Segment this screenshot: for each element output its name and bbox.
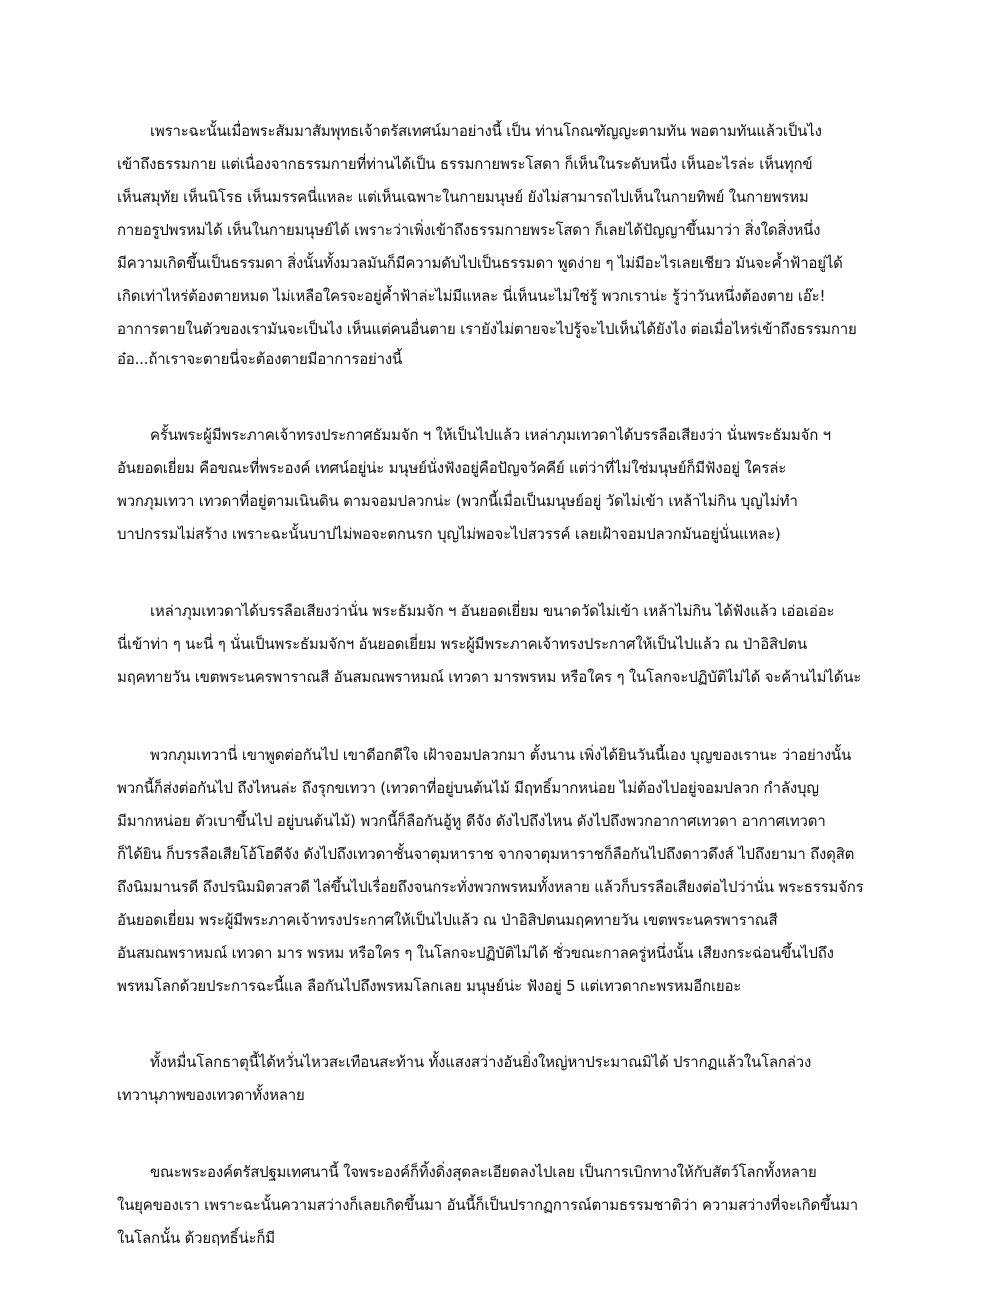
paragraph-6-line-1: ขณะพระองค์ตรัสปฐมเทศนานี้ ใจพระองค์ก็ทิ้งดิ่งสุดละเอียดลงไปเลย เป็นการเบิกทางให้กับสัตว์โลกทั้งหลาย xyxy=(150,1163,817,1181)
paragraph-6-line-2: ในยุคของเรา เพราะฉะนั้นความสว่างก็เลยเกิดขึ้นมา อันนี้ก็เป็นปรากฏการณ์ตามธรรมชาติว่า ความสว่างที่จะเกิดขึ้นมา xyxy=(117,1196,859,1214)
paragraph-2-line-1: ครั้นพระผู้มีพระภาคเจ้าทรงประกาศธัมมจัก ฯ ให้เป็นไปแล้ว เหล่าภุมเทวดาได้บรรลือเสียงว่า นั่นพระธัมมจัก ฯ xyxy=(150,426,831,444)
paragraph-3-line-2: นี่เข้าท่า ๆ นะนี่ ๆ นั่นเป็นพระธัมมจักฯ อันยอดเยี่ยม พระผู้มีพระภาคเจ้าทรงประกาศให้เป็นไปแล้ว ณ ป่าอิสิปตน xyxy=(117,635,807,653)
paragraph-3-line-1: เหล่าภุมเทวดาได้บรรลือเสียงว่านั่น พระธัมมจัก ฯ อันยอดเยี่ยม ขนาดวัดไม่เข้า เหล้าไม่กิน ได้ฟังแล้ว เอ่อเอ่อะ xyxy=(150,602,835,620)
paragraph-6-line-3: ในโลกนั้น ด้วยฤทธิ์น่ะก็มี xyxy=(117,1229,275,1247)
paragraph-4-line-7: อันสมณพราหมณ์ เทวดา มาร พรหม หรือใคร ๆ ในโลกจะปฏิบัติไม่ได้ ชั่วขณะกาลครู่หนึ่งนั้น เสียงกระฉ่อนขึ้นไปถึง xyxy=(117,944,834,962)
paragraph-1-line-1: เพราะฉะนั้นเมื่อพระสัมมาสัมพุทธเจ้าตรัสเทศน์มาอย่างนี้ เป็น ท่านโกณฑัญญะตามทัน พอตามทันแล้วเป็นไง xyxy=(150,122,822,140)
paragraph-1-line-7: อาการตายในตัวของเรามันจะเป็นไง เห็นแต่คนอื่นตาย เรายังไม่ตายจะไปรู้จะไปเห็นได้ยังไง ต่อเมื่อไหร่เข้าถึงธรรมกาย xyxy=(117,320,857,338)
paragraph-5-line-1: ทั้งหมื่นโลกธาตุนี้ได้หวั่นไหวสะเทือนสะท้าน ทั้งแสงสว่างอันยิ่งใหญ่หาประมาณมิได้ ปรากฏแล้วในโลกล่วง xyxy=(150,1053,812,1071)
paragraph-1-line-3: เห็นสมุทัย เห็นนิโรธ เห็นมรรคนี่แหละ แต่เห็นเฉพาะในกายมนุษย์ ยังไม่สามารถไปเห็นในกายทิพย์ ในกายพรหม xyxy=(117,188,809,206)
paragraph-1-line-4: กายอรูปพรหมได้ เห็นในกายมนุษย์ได้ เพราะว่าเพิ่งเข้าถึงธรรมกายพระโสดา ก็เลยได้ปัญญาขึ้นมาว่า สิ่งใดสิ่งหนึ่ง xyxy=(117,221,821,239)
paragraph-1-line-8: อ๋อ...ถ้าเราจะตายนี่จะต้องตายมีอาการอย่างนี้ xyxy=(117,350,403,368)
paragraph-4-line-8: พรหมโลกด้วยประการฉะนี้แล ลือกันไปถึงพรหมโลกเลย มนุษย์น่ะ ฟังอยู่ 5 แต่เทวดากะพรหมอีกเยอะ xyxy=(117,977,742,995)
paragraph-1-line-6: เกิดเท่าไหร่ต้องตายหมด ไม่เหลือใครจะอยู่ค้ำฟ้าล่ะไม่มีแหละ นี่เห็นนะไม่ใช่รู้ พวกเราน่ะ รู้ว่าวันหนึ่งต้องตาย เอ๊ะ! xyxy=(117,287,826,305)
paragraph-2-line-4: บาปกรรมไม่สร้าง เพราะฉะนั้นบาปไม่พอจะตกนรก บุญไม่พอจะไปสวรรค์ เลยเฝ้าจอมปลวกมันอยู่นั่นแหละ) xyxy=(117,525,781,543)
paragraph-4-line-6: อันยอดเยี่ยม พระผู้มีพระภาคเจ้าทรงประกาศให้เป็นไปแล้ว ณ ป่าอิสิปตนมฤคทายวัน เขตพระนครพาราณสี xyxy=(117,911,778,929)
paragraph-4-line-1: พวกภุมเทวานี่ เขาพูดต่อกันไป เขาดีอกดีใจ เฝ้าจอมปลวกมา ตั้งนาน เพิ่งได้ยินวันนี้เอง บุญของเรานะ ว่าอย่างนั้น xyxy=(150,746,852,764)
paragraph-4-line-2: พวกนี้ก็ส่งต่อกันไป ถึงไหนล่ะ ถึงรุกขเทวา (เทวดาที่อยู่บนต้นไม้ มีฤทธิ์มากหน่อย ไม่ต้องไปอยู่จอมปลวก กำลังบุญ xyxy=(117,779,819,797)
paragraph-2-line-2: อันยอดเยี่ยม คือขณะที่พระองค์ เทศน์อยู่น่ะ มนุษย์นั่งฟังอยู่คือปัญจวัคคีย์ แต่ว่าที่ไม่ใช่มนุษย์ก็มีฟังอยู่ ใครล่ะ xyxy=(117,459,787,477)
paragraph-3-line-3: มฤคทายวัน เขตพระนครพาราณสี อันสมณพราหมณ์ เทวดา มารพรหม หรือใคร ๆ ในโลกจะปฏิบัติไม่ได้ จะค้านไม่ได้นะ xyxy=(117,668,862,686)
paragraph-5-line-2: เทวานุภาพของเทวดาทั้งหลาย xyxy=(117,1086,305,1104)
paragraph-4-line-5: ถึงนิมมานรดี ถึงปรนิมมิตวสวดี ไล่ขึ้นไปเรื่อยถึงจนกระทั่งพวกพรหมทั้งหลาย แล้วก็บรรลือเสียงต่อไปว่านั่น พระธรรมจักร xyxy=(117,878,864,896)
paragraph-4-line-4: ก็ได้ยิน ก็บรรลือเสียโอ้โฮดีจัง ดังไปถึงเทวดาชั้นจาตุมหาราช จากจาตุมหาราชก็ลือกันไปถึงดาวดึงส์ ไปถึงยามา ถึงดุสิต xyxy=(117,845,855,863)
paragraph-1-line-5: มีความเกิดขึ้นเป็นธรรมดา สิ่งนั้นทั้งมวลมันก็มีความดับไปเป็นธรรมดา พูดง่าย ๆ ไม่มีอะไรเลยเชียว มันจะค้ำฟ้าอยู่ได้ xyxy=(117,254,843,272)
paragraph-4-line-3: มีมากหน่อย ตัวเบาขึ้นไป อยู่บนต้นไม้) พวกนี้ก็ลือกันอู้หู ดีจัง ดังไปถึงไหน ดังไปถึงพวกอากาศเทวดา อากาศเทวดา xyxy=(117,812,826,830)
paragraph-2-line-3: พวกภุมเทวา เทวดาที่อยู่ตามเนินดิน ตามจอมปลวกน่ะ (พวกนี้เมื่อเป็นมนุษย์อยู่ วัดไม่เข้า เหล้าไม่กิน บุญไม่ทำ xyxy=(117,492,798,510)
paragraph-1-line-2: เข้าถึงธรรมกาย แต่เนื่องจากธรรมกายที่ท่านได้เป็น ธรรมกายพระโสดา ก็เห็นในระดับหนึ่ง เห็นอะไรล่ะ เห็นทุกข์ xyxy=(117,155,813,173)
